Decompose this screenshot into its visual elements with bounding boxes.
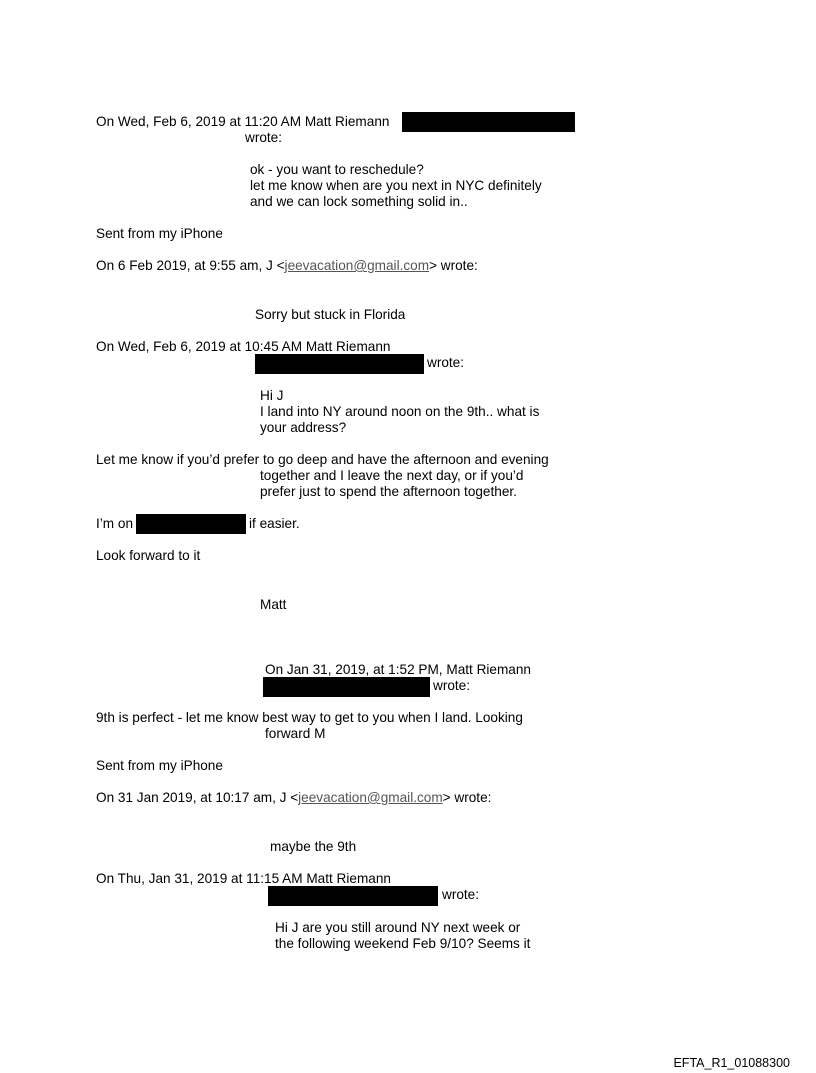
email-header: [96, 258, 478, 274]
email-body-line: forward M: [265, 726, 326, 741]
email-link[interactable]: jeevacation@gmail.com: [284, 258, 430, 273]
email-signoff-name: Matt: [260, 597, 287, 612]
email-header: On Jan 31, 2019, at 1:52 PM, Matt Riemann: [265, 662, 531, 677]
email-header: On Wed, Feb 6, 2019 at 11:20 AM Matt Riemann: [96, 114, 390, 129]
email-body-line: Look forward to it: [96, 548, 201, 563]
email-header: [96, 790, 491, 806]
email-header: On Wed, Feb 6, 2019 at 10:45 AM Matt Riemann: [96, 339, 391, 354]
email-link[interactable]: jeevacation@gmail.com: [298, 790, 443, 805]
header-suffix: > wrote:: [429, 258, 478, 273]
email-body-line: Let me know if you’d prefer to go deep and have the afternoon and evening: [96, 452, 549, 467]
email-body-line: let me know when are you next in NYC definitely: [250, 178, 542, 193]
email-body-line: if easier.: [249, 516, 300, 531]
email-body-line: maybe the 9th: [270, 839, 357, 854]
redaction-box: [402, 112, 575, 132]
email-body-line: Sorry but stuck in Florida: [255, 307, 406, 322]
email-header-wrote: wrote:: [442, 887, 480, 902]
email-header: On Thu, Jan 31, 2019 at 11:15 AM Matt Riemann: [96, 871, 391, 886]
email-body-line: prefer just to spend the afternoon together.: [260, 484, 517, 499]
email-header-wrote: wrote:: [433, 678, 471, 693]
header-prefix: On 6 Feb 2019, at 9:55 am, J <: [96, 258, 285, 273]
email-signature: Sent from my iPhone: [96, 226, 223, 241]
email-body-line: together and I leave the next day, or if you’d: [260, 468, 524, 483]
redaction-box: [268, 886, 438, 906]
email-body-line: the following weekend Feb 9/10? Seems it: [275, 936, 531, 951]
email-header-wrote: wrote:: [427, 355, 465, 370]
email-header-wrote: wrote:: [245, 130, 283, 145]
email-body-line: 9th is perfect - let me know best way to get to you when I land. Looking: [96, 710, 523, 725]
email-signature: Sent from my iPhone: [96, 758, 223, 773]
redaction-box: [136, 514, 246, 534]
email-body-line: Hi J: [260, 388, 284, 403]
redaction-box: [255, 354, 424, 374]
email-body-line: your address?: [260, 420, 347, 435]
email-body-line: I’m on: [96, 516, 134, 531]
redaction-box: [263, 677, 430, 697]
header-suffix: > wrote:: [442, 790, 492, 805]
email-body-line: I land into NY around noon on the 9th.. what is: [260, 404, 540, 419]
bates-number: EFTA_R1_01088300: [673, 1056, 790, 1070]
email-body-line: Hi J are you still around NY next week or: [275, 920, 521, 935]
email-body-line: and we can lock something solid in..: [250, 194, 468, 209]
email-body-line: ok - you want to reschedule?: [250, 162, 424, 177]
header-prefix: On 31 Jan 2019, at 10:17 am, J <: [96, 790, 299, 805]
